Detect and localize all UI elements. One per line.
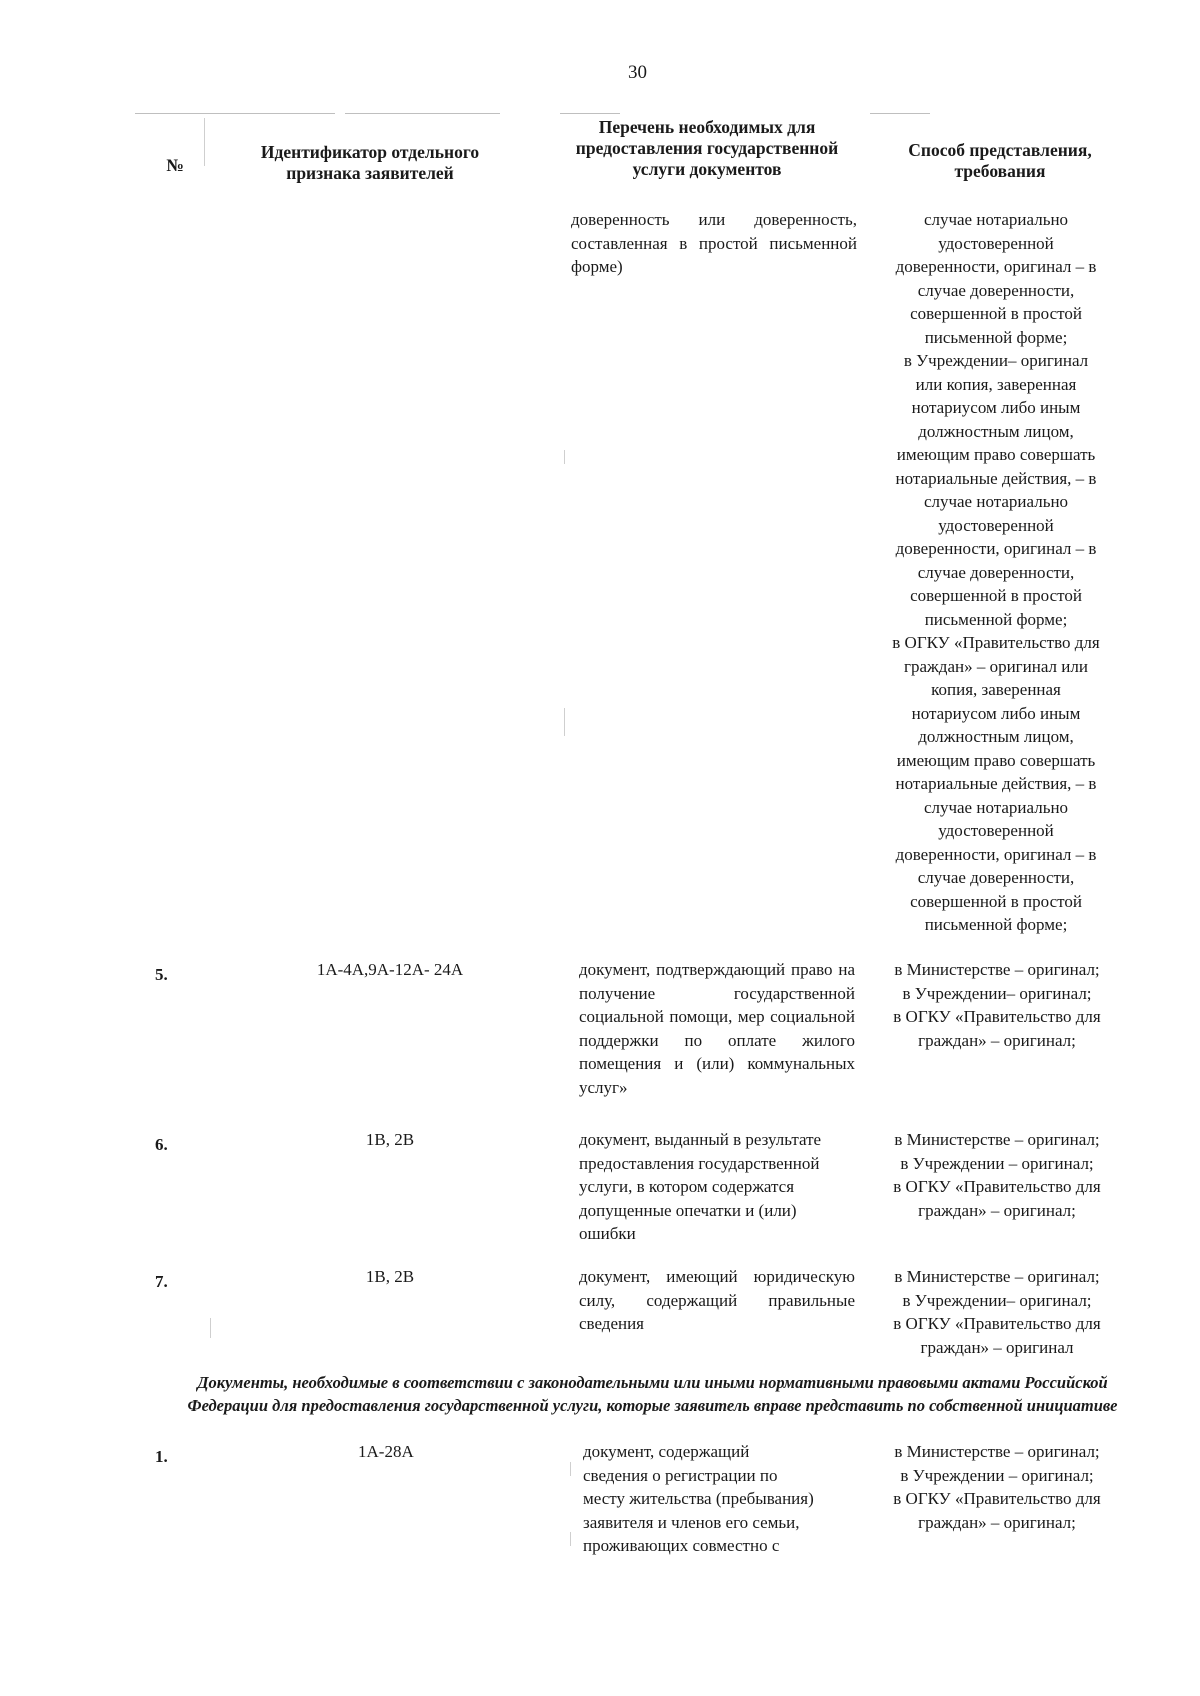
document-line: заявителя и членов его семьи, (583, 1512, 800, 1532)
method-line: письменной форме; (924, 915, 1068, 934)
row-number: 6. (155, 1135, 168, 1154)
continued-method-cell (862, 208, 1130, 937)
column-header-identifier: Идентификатор отдельного признака заявителей (260, 142, 480, 183)
method-line: в ОГКУ «Правительство для (893, 1489, 1101, 1508)
method-line: граждан» – оригинал (920, 1337, 1074, 1357)
method-line: в Министерстве – оригинал; (894, 1130, 1100, 1149)
method-line: письменной форме; (924, 327, 1068, 347)
method-line: имеющим право совершать (896, 750, 1096, 770)
row-identifier: 1А-4А,9А-12А- 24А (316, 960, 464, 979)
header-rule (345, 113, 500, 114)
row-document (583, 1440, 863, 1558)
method-line: совершенной в простой (910, 586, 1082, 605)
method-line: должностным лицом, (918, 421, 1074, 441)
method-line: граждан» – оригинал; (918, 1200, 1076, 1220)
row-identifier: 1В, 2В (365, 1267, 415, 1286)
column-header-method: Способ представления, требования (908, 140, 1092, 181)
header-rule (870, 113, 930, 114)
row-number: 1. (155, 1447, 168, 1466)
method-line: в Министерстве – оригинал; (894, 1442, 1100, 1461)
row-method (862, 958, 1132, 1052)
method-line: случае доверенности, (917, 562, 1075, 582)
method-line: граждан» – оригинал; (918, 1512, 1076, 1532)
header-rule (135, 113, 335, 114)
method-line: должностным лицом, (918, 727, 1074, 746)
method-line: удостоверенной (938, 821, 1054, 840)
method-line: совершенной в простой (910, 891, 1082, 911)
row-identifier: 1А-28А (358, 1442, 414, 1461)
section-heading: Документы, необходимые в соответствии с законодательными или иными нормативными правовыми актами Российской Федерации для предоставления государственной услуги, которые заявитель вправе представить по собственной инициативе (187, 1373, 1118, 1415)
row-number: 7. (155, 1272, 168, 1291)
method-line: совершенной в простой (910, 304, 1082, 323)
column-divider (204, 118, 205, 166)
method-line: случае нотариально (923, 797, 1069, 817)
method-line: письменной форме; (924, 609, 1068, 629)
row-document: документ, имеющий юридическую силу, содержащий правильные сведения (579, 1267, 855, 1333)
row-method (862, 1128, 1132, 1222)
method-line: нотариальные действия, – в (895, 468, 1097, 488)
method-line: в ОГКУ «Правительство для (892, 633, 1100, 652)
method-line: доверенности, оригинал – в (895, 844, 1097, 864)
row-document: документ, подтверждающий право на получение государственной социальной помощи, мер социальной поддержки по оплате жилого помещения и (или) коммунальных услуг» (579, 960, 855, 1097)
method-line: в ОГКУ «Правительство для (893, 1177, 1101, 1196)
scan-mark (564, 450, 565, 464)
header-rule (560, 113, 620, 114)
method-line: нотариусом либо иным (911, 398, 1081, 417)
method-line: граждан» – оригинал или (904, 656, 1088, 676)
continued-document-cell: доверенность или доверенность, составленная в простой письменной форме) (571, 210, 857, 276)
method-line: случае доверенности, (917, 280, 1075, 300)
column-header-documents: Перечень необходимых для предоставления государственной услуги документов (575, 117, 839, 179)
method-line: доверенности, оригинал – в (895, 257, 1097, 276)
method-line: случае нотариально (923, 492, 1069, 511)
row-number: 5. (155, 965, 168, 984)
scan-mark (570, 1462, 571, 1476)
page-number: 30 (628, 62, 647, 83)
method-line: в ОГКУ «Правительство для (893, 1314, 1101, 1333)
row-document: документ, выданный в результате предоставления государственной услуги, в котором содержатся допущенные опечатки и (или) ошибки (579, 1130, 822, 1243)
method-line: имеющим право совершать (896, 445, 1096, 464)
method-line: доверенности, оригинал – в (895, 539, 1097, 558)
scan-mark (210, 1318, 211, 1338)
method-line: удостоверенной (938, 233, 1054, 253)
method-line: или копия, заверенная (915, 374, 1077, 394)
document-line: сведения о регистрации по (583, 1465, 778, 1485)
method-line: граждан» – оригинал; (918, 1030, 1076, 1050)
document-line: проживающих совместно с (583, 1536, 780, 1555)
method-line: в Учреждении– оригинал (903, 351, 1089, 370)
method-line: в Министерстве – оригинал; (894, 1267, 1100, 1286)
method-line: в ОГКУ «Правительство для (893, 1007, 1101, 1026)
method-line: удостоверенной (938, 515, 1054, 535)
row-method (862, 1265, 1132, 1359)
column-header-number: № (166, 155, 184, 175)
method-line: нотариальные действия, – в (895, 774, 1097, 793)
document-line: месту жительства (пребывания) (583, 1489, 814, 1508)
method-line: в Учреждении– оригинал; (902, 983, 1092, 1003)
method-line: в Учреждении – оригинал; (900, 1153, 1094, 1173)
row-method (862, 1440, 1132, 1534)
scan-mark (570, 1532, 571, 1546)
method-line: нотариусом либо иным (911, 703, 1081, 723)
method-line: случае доверенности, (917, 868, 1075, 887)
scan-mark (564, 708, 565, 736)
method-line: в Министерстве – оригинал; (894, 960, 1100, 979)
method-line: случае нотариально (923, 210, 1069, 229)
method-line: копия, заверенная (931, 680, 1061, 699)
document-line: документ, содержащий (583, 1442, 750, 1461)
method-line: в Учреждении – оригинал; (900, 1465, 1094, 1485)
method-line: в Учреждении– оригинал; (902, 1290, 1092, 1310)
row-identifier: 1В, 2В (365, 1130, 415, 1149)
